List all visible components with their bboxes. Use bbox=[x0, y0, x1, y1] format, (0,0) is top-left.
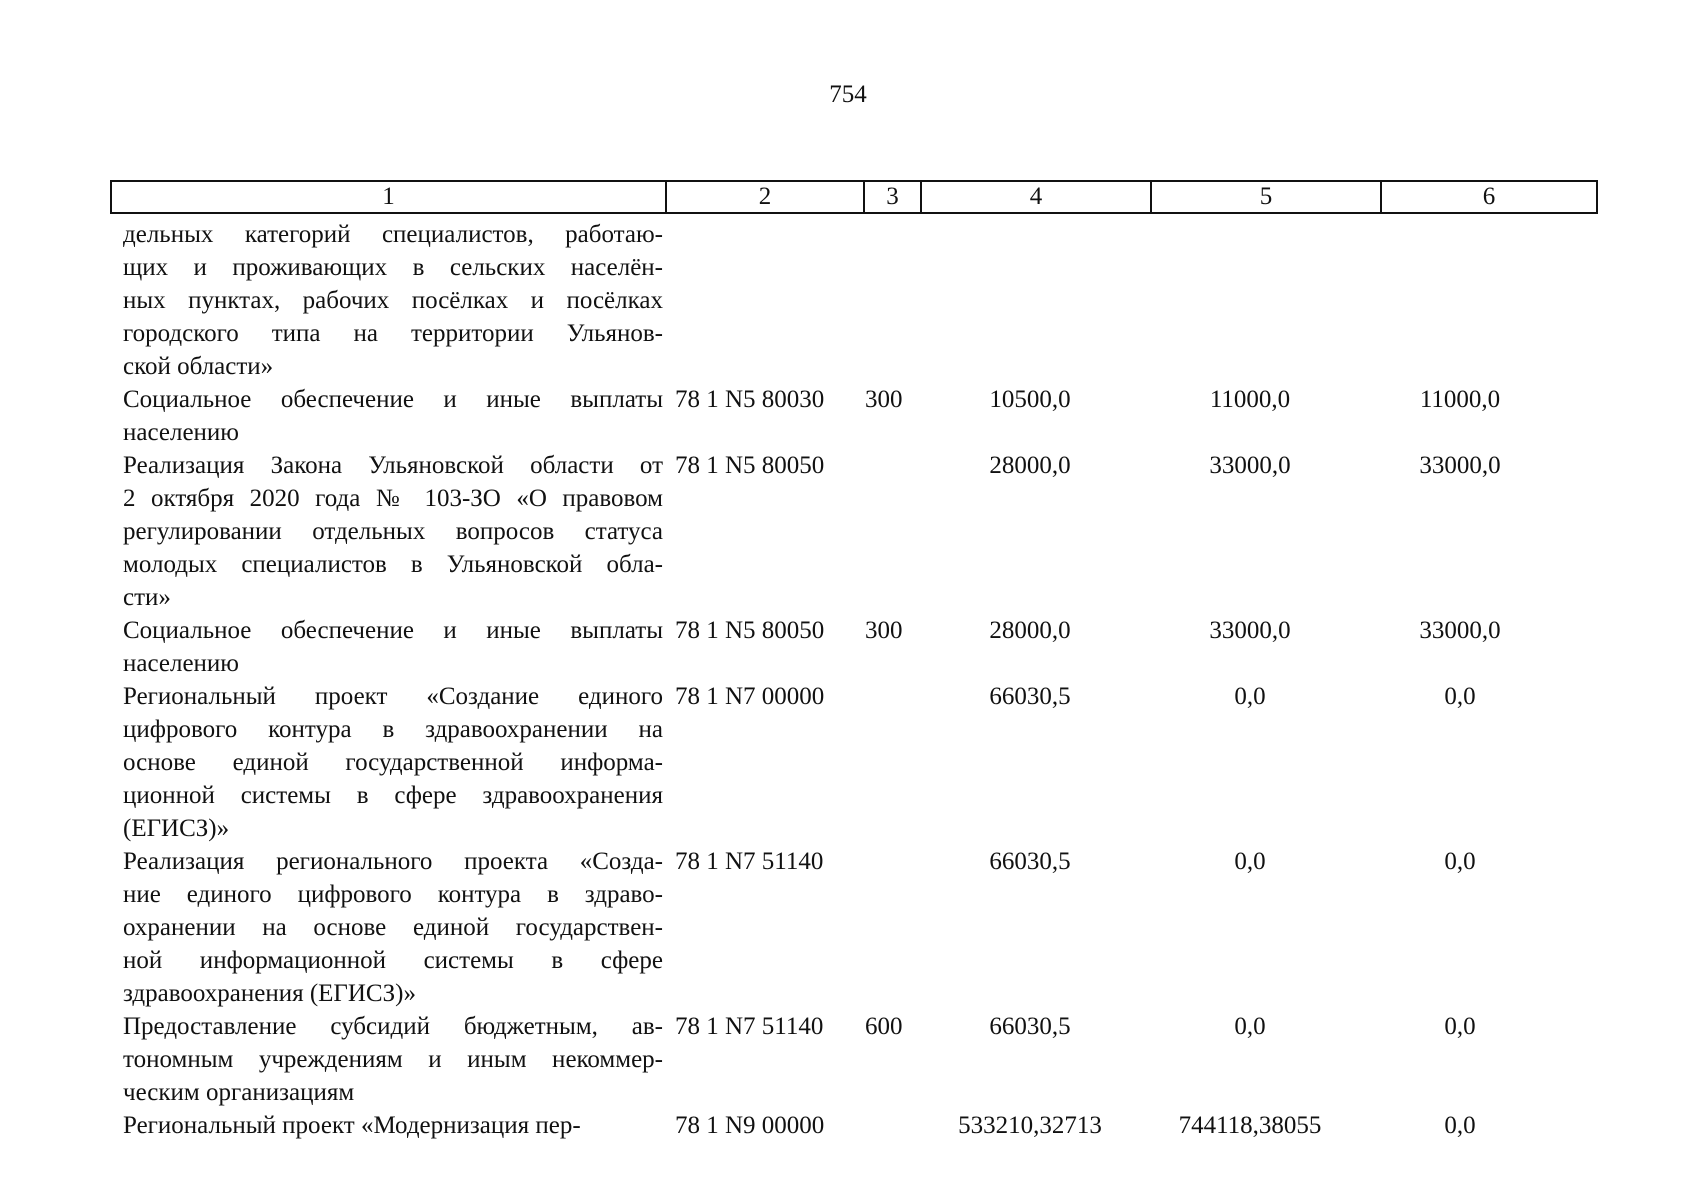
amount-col-6 bbox=[1360, 218, 1560, 251]
description-line: ционной системы в сфере здравоохранения bbox=[123, 782, 663, 809]
description-line: охранении на основе единой государствен- bbox=[123, 914, 663, 941]
description-line: Социальное обеспечение и иные выплаты bbox=[123, 386, 663, 413]
description-line: молодых специалистов в Ульяновской обла- bbox=[123, 551, 663, 578]
row-description bbox=[110, 614, 663, 680]
page-number: 754 bbox=[829, 81, 867, 108]
row-description bbox=[110, 1109, 663, 1142]
description-line: Региональный проект «Модернизация пер- bbox=[123, 1112, 581, 1139]
description-line: городского типа на территории Ульянов- bbox=[123, 320, 663, 347]
budget-code: 78 1 N5 80050 bbox=[675, 452, 825, 479]
table-row bbox=[110, 1109, 1598, 1142]
row-description bbox=[110, 383, 663, 449]
table-row bbox=[110, 680, 1598, 845]
table-row bbox=[110, 218, 1598, 383]
amount-col-5: 33000,0 bbox=[1209, 452, 1291, 479]
budget-code: 78 1 N5 80050 bbox=[675, 617, 825, 644]
amount-col-4: 10500,0 bbox=[989, 386, 1071, 413]
description-line: основе единой государственной информа- bbox=[123, 749, 663, 776]
description-line: (ЕГИСЗ)» bbox=[123, 815, 230, 842]
description-line: Региональный проект «Создание единого bbox=[123, 683, 663, 710]
row-description bbox=[110, 1010, 663, 1109]
amount-col-6: 0,0 bbox=[1444, 1112, 1476, 1139]
description-line: сти» bbox=[123, 584, 171, 611]
amount-col-4: 66030,5 bbox=[989, 848, 1071, 875]
description-line: здравоохранения (ЕГИСЗ)» bbox=[123, 980, 416, 1007]
description-line: цифрового контура в здравоохранении на bbox=[123, 716, 663, 743]
description-line: ской области» bbox=[123, 353, 274, 380]
amount-col-5: 33000,0 bbox=[1209, 617, 1291, 644]
table-row bbox=[110, 383, 1598, 449]
description-line: населению bbox=[123, 419, 239, 446]
table-row bbox=[110, 1010, 1598, 1109]
description-line: Реализация регионального проекта «Созда- bbox=[123, 848, 663, 875]
amount-col-6: 33000,0 bbox=[1419, 452, 1501, 479]
amount-col-4: 66030,5 bbox=[989, 1013, 1071, 1040]
table-row bbox=[110, 449, 1598, 614]
amount-col-4: 28000,0 bbox=[989, 452, 1071, 479]
expense-type: 600 bbox=[865, 1013, 903, 1040]
amount-col-5 bbox=[1150, 218, 1350, 251]
amount-col-4 bbox=[930, 218, 1130, 251]
budget-code: 78 1 N5 80030 bbox=[675, 386, 825, 413]
header-col-3: 3 bbox=[865, 182, 922, 212]
amount-col-6: 0,0 bbox=[1444, 683, 1476, 710]
amount-col-5: 0,0 bbox=[1234, 683, 1266, 710]
description-line: ных пунктах, рабочих посёлках и посёлках bbox=[123, 287, 663, 314]
expense-type: 300 bbox=[865, 617, 903, 644]
budget-code: 78 1 N9 00000 bbox=[675, 1112, 825, 1139]
amount-col-5: 744118,38055 bbox=[1178, 1112, 1322, 1139]
row-description bbox=[110, 449, 663, 614]
header-col-5: 5 bbox=[1152, 182, 1382, 212]
amount-col-5: 11000,0 bbox=[1209, 386, 1291, 413]
amount-col-5: 0,0 bbox=[1234, 1013, 1266, 1040]
budget-code: 78 1 N7 00000 bbox=[675, 683, 825, 710]
amount-col-6: 0,0 bbox=[1444, 1013, 1476, 1040]
row-description bbox=[110, 845, 663, 1010]
row-description bbox=[110, 218, 663, 383]
budget-code: 78 1 N7 51140 bbox=[675, 848, 824, 875]
header-col-6: 6 bbox=[1482, 183, 1496, 210]
header-col-2: 2 bbox=[667, 182, 865, 212]
table-header bbox=[110, 180, 1598, 214]
description-line: ной информационной системы в сфере bbox=[123, 947, 663, 974]
header-col-4: 4 bbox=[922, 182, 1152, 212]
description-line: дельных категорий специалистов, работаю- bbox=[123, 221, 663, 248]
description-line: Социальное обеспечение и иные выплаты bbox=[123, 617, 663, 644]
table-row bbox=[110, 614, 1598, 680]
table-body bbox=[110, 218, 1598, 1142]
amount-col-4: 66030,5 bbox=[989, 683, 1071, 710]
budget-code: 78 1 N7 51140 bbox=[675, 1013, 824, 1040]
description-line: Предоставление субсидий бюджетным, ав- bbox=[123, 1013, 663, 1040]
description-line: ние единого цифрового контура в здраво- bbox=[123, 881, 663, 908]
description-line: ческим организациям bbox=[123, 1079, 355, 1106]
table-row bbox=[110, 845, 1598, 1010]
description-line: населению bbox=[123, 650, 239, 677]
description-line: щих и проживающих в сельских населён- bbox=[123, 254, 663, 281]
amount-col-6: 33000,0 bbox=[1419, 617, 1501, 644]
amount-col-4: 28000,0 bbox=[989, 617, 1071, 644]
description-line: регулировании отдельных вопросов статуса bbox=[123, 518, 663, 545]
amount-col-5: 0,0 bbox=[1234, 848, 1266, 875]
description-line: тономным учреждениям и иным некоммер- bbox=[123, 1046, 663, 1073]
amount-col-6: 11000,0 bbox=[1419, 386, 1501, 413]
description-line: 2 октября 2020 года № 103-ЗО «О правовом bbox=[123, 485, 663, 512]
amount-col-6: 0,0 bbox=[1444, 848, 1476, 875]
expense-type: 300 bbox=[865, 386, 903, 413]
header-col-1: 1 bbox=[112, 182, 667, 212]
row-description bbox=[110, 680, 663, 845]
amount-col-4: 533210,32713 bbox=[958, 1112, 1102, 1139]
description-line: Реализация Закона Ульяновской области от bbox=[123, 452, 663, 479]
